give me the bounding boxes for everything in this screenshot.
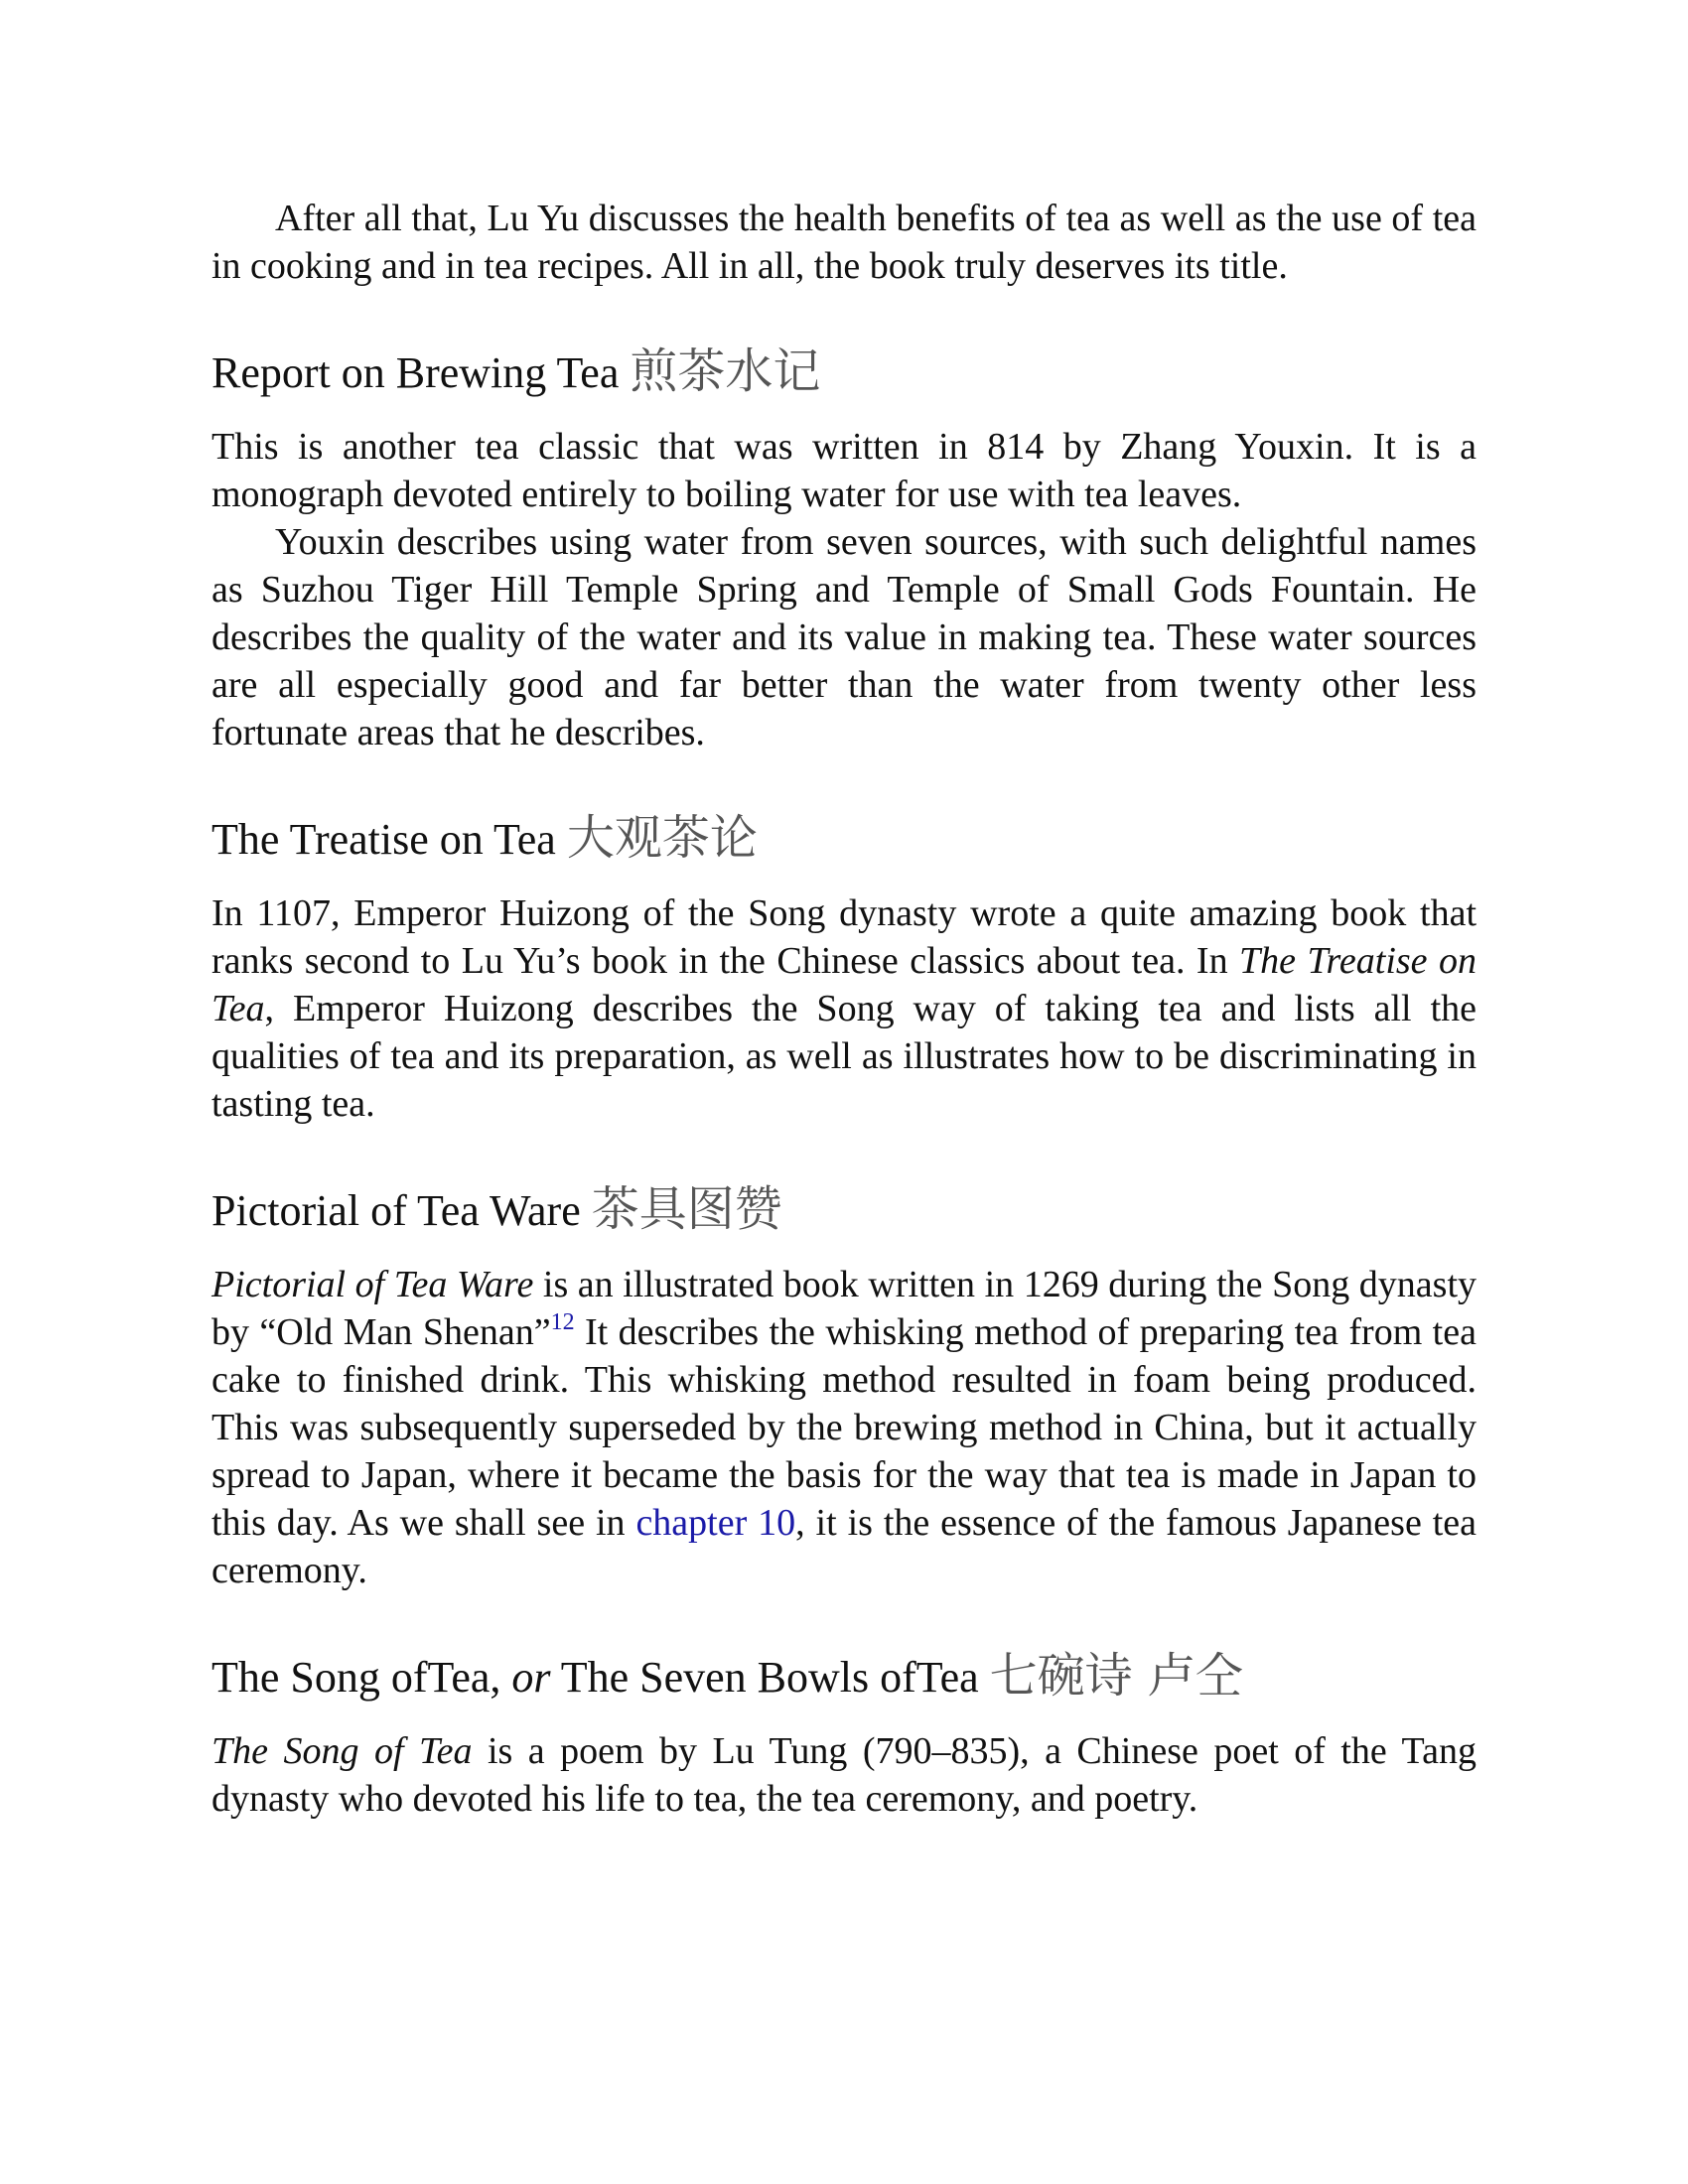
heading-chinese: 七碗诗 卢仝 [989, 1648, 1243, 1704]
heading-text: Pictorial of Tea Ware [211, 1186, 581, 1235]
paragraph [211, 889, 1477, 1128]
book-title-italic: Pictorial of Tea Ware [211, 1264, 534, 1305]
heading-text: The Treatise on Tea [211, 815, 556, 864]
book-title-italic: The Song of Tea [211, 1730, 473, 1772]
intro-paragraph: After all that, Lu Yu discusses the health benefits of tea as well as the use of tea in cooking and in tea recipes. All in all, the book truly deserves its title. [211, 198, 1477, 287]
footnote-reference [551, 1309, 575, 1335]
heading-text: The Seven Bowls ofTea [550, 1653, 990, 1702]
text-run: , Emperor Huizong describes the Song way of taking tea and lists all the qualities of tea and its preparation, as well as illustrates how to be discriminating in tasting tea. [211, 988, 1477, 1125]
section-heading-brewing [211, 343, 1477, 401]
section-heading-treatise [211, 810, 1477, 868]
section-heading-song [211, 1648, 1477, 1706]
text-run: It describes the whisking method of preparing tea from tea cake to finished drink. This whisking method resulted in foam being produced. This was subsequently superseded by the brewing method in China, but it actually spread to Japan, where it became the basis for the way that tea is made in Japan to this day. As we shall see in [211, 1311, 1477, 1544]
text-run: , it is the essence of the famous Japanese tea ceremony. [211, 1502, 1477, 1591]
text-run: In 1107, Emperor Huizong of the Song dynasty wrote a quite amazing book that ranks second to Lu Yu’s book in the Chinese classics about tea. In [211, 892, 1477, 982]
book-title-italic: The Treatise on Tea [211, 940, 1477, 1029]
text-run: is an illustrated book written in 1269 during the Song dynasty by “Old Man Shenan” [211, 1264, 1477, 1353]
heading-text: Report on Brewing Tea [211, 348, 620, 397]
paragraph [211, 1261, 1477, 1594]
chapter-link[interactable]: chapter 10 [635, 1502, 796, 1544]
paragraph: Youxin describes using water from seven sources, with such delightful names as Suzhou Tiger Hill Temple Spring and Temple of Small Gods Fountain. He describes the quality of the water and its value in making tea. These water sources are all especially good and far better than the water from twenty other less fortunate areas that he describes. [211, 521, 1477, 753]
footnote-link[interactable]: 12 [550, 1309, 575, 1335]
section-heading-pictorial [211, 1181, 1477, 1239]
heading-or-italic: or [511, 1653, 551, 1702]
paragraph: This is another tea classic that was written in 814 by Zhang Youxin. It is a monograph devoted entirely to boiling water for use with tea leaves. [211, 426, 1477, 515]
paragraph [211, 1727, 1477, 1823]
heading-chinese: 茶具图赞 [591, 1181, 782, 1237]
heading-text: The Song ofTea, [211, 1653, 512, 1702]
heading-chinese: 大观茶论 [566, 810, 758, 866]
text-run: is a poem by Lu Tung (790–835), a Chinese poet of the Tang dynasty who devoted his life to tea, the tea ceremony, and poetry. [211, 1730, 1477, 1820]
page-content [211, 195, 1477, 1823]
heading-chinese: 煎茶水记 [630, 343, 821, 399]
